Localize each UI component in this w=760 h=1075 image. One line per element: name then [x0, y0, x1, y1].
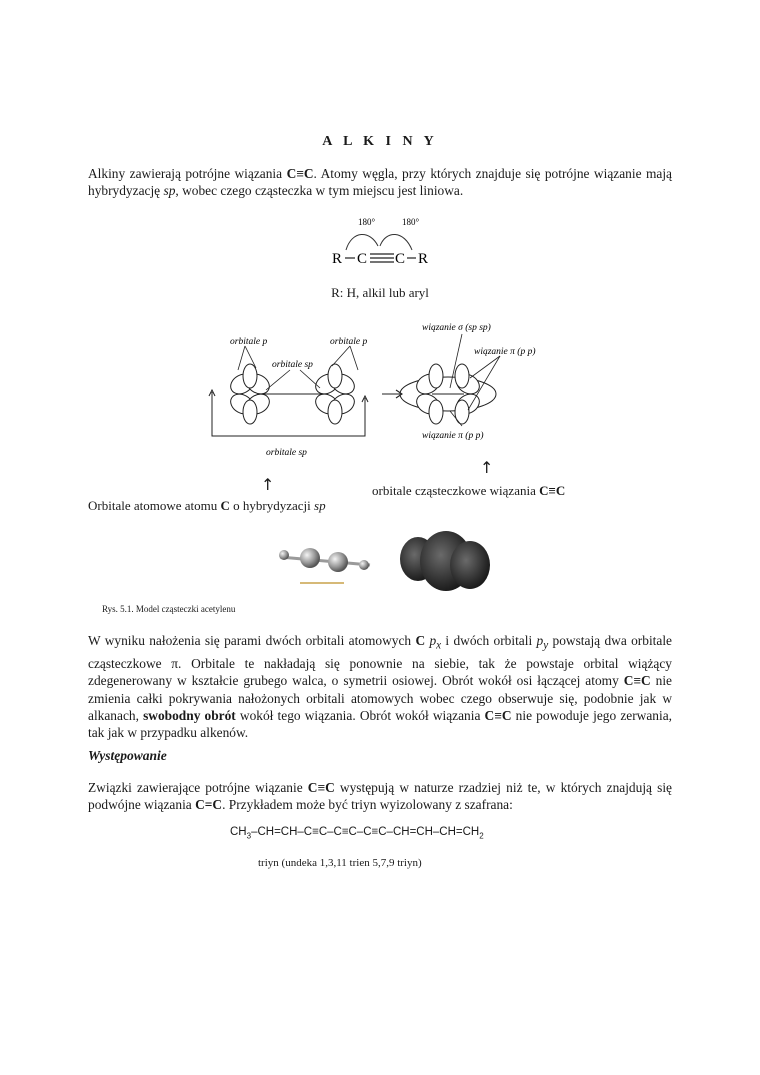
- formula-ch2-sub: 2: [479, 831, 484, 841]
- angle-label-1: 180°: [358, 217, 376, 227]
- space-filling-model: [400, 531, 490, 591]
- p3-double-bond: C=C: [195, 797, 223, 813]
- p2-text-a: W wyniku nałożenia się parami dwóch orbitali atomowych: [88, 633, 416, 648]
- atom-c1: C: [357, 251, 368, 267]
- p3-text-a: Związki zawierające potrójne wiązanie: [88, 780, 308, 795]
- p2-text-f: wokół tego wiązania. Obrót wokół wiązania: [235, 707, 485, 723]
- p3-text-c: . Przykładem może być triyn wyizolowany z szafrana:: [222, 797, 513, 813]
- intro-text-1: zawierają potrójne wiązania: [125, 166, 287, 181]
- bond-triple: C≡C: [286, 166, 314, 181]
- p2-px-sub: x: [436, 639, 442, 652]
- p2-text-e: nie zmienia całki pokrywania nałożonych orbitali atomowych wobec czego obserwuje się, podobnie jak w alkanach,: [88, 673, 672, 723]
- intro-paragraph: [88, 165, 672, 200]
- ball-and-stick-model: [279, 548, 370, 583]
- p2-bond: C≡C: [623, 673, 651, 689]
- ao-caption: [88, 498, 326, 514]
- label-pi-bond-bottom: wiązanie π (p p): [422, 431, 484, 441]
- structure-diagram: [320, 212, 450, 274]
- paragraph-occurrence: [88, 779, 672, 814]
- triyn-name: triyn (undeka 1,3,11 trien 5,7,9 triyn): [258, 857, 422, 869]
- term-alkiny: Alkiny: [88, 166, 126, 181]
- angle-arc-1: [346, 234, 378, 250]
- lobe: [328, 400, 342, 424]
- atom-c2: C: [395, 251, 406, 267]
- r-substituent-label: R: H, alkil lub aryl: [331, 285, 429, 300]
- lobe: [429, 400, 443, 424]
- label-orbitale-sp-bottom: orbitale sp: [266, 448, 307, 458]
- arrow-up-ao: ↑: [261, 475, 275, 494]
- p2-free-rotation: swobodny obrót: [143, 707, 236, 723]
- p2-py: p: [536, 633, 544, 648]
- lobe: [328, 364, 342, 388]
- angle-arc-2: [380, 234, 412, 250]
- mo-caption: [372, 483, 565, 499]
- p3-text-b: występują w naturze rzadziej niż te, w których znajdują się podwójne wiązania: [88, 780, 672, 813]
- p3-bond: C≡C: [307, 780, 335, 795]
- ao-caption-text-2: o hybrydyzacji: [229, 498, 315, 513]
- lobe: [243, 400, 257, 424]
- ao-caption-sp: sp: [314, 498, 326, 513]
- ao-caption-carbon: C: [220, 498, 230, 513]
- paragraph-pi-bonds: [88, 632, 672, 741]
- intro-text-3: , wobec czego cząsteczka w tym miejscu jest liniowa.: [175, 183, 464, 199]
- p2-px: p: [425, 633, 437, 648]
- hybrid-sp: sp: [163, 183, 176, 199]
- ao-caption-text-1: Orbitale atomowe atomu: [88, 498, 221, 513]
- figure-caption: Rys. 5.1. Model cząsteczki acetylenu: [102, 604, 236, 614]
- formula-ch3: CH: [230, 826, 247, 838]
- label-orbitale-p-right: orbitale p: [330, 337, 368, 347]
- mo-caption-bond: C≡C: [539, 483, 566, 498]
- label-sigma-bond: wiązanie σ (sp sp): [422, 323, 491, 333]
- formula-chain: –CH=CH–C≡C–C≡C–C≡C–CH=CH–CH=CH: [251, 826, 480, 838]
- page-title: A L K I N Y: [322, 134, 438, 149]
- lobe: [455, 364, 469, 388]
- arrow-up-mo: ↑: [480, 458, 494, 477]
- p2-text-b: i dwóch orbitali: [441, 633, 537, 648]
- acetylene-model-images: [270, 525, 500, 595]
- section-heading-wystepowanie: Występowanie: [88, 748, 167, 763]
- p2-carbon: C: [415, 633, 426, 648]
- mo-caption-text: orbitale cząsteczkowe wiązania: [372, 483, 540, 498]
- label-orbitale-sp-top: orbitale sp: [272, 360, 313, 370]
- triyn-formula: [230, 826, 484, 840]
- formula-ch3-sub: 3: [246, 831, 252, 841]
- orbital-diagram: [200, 312, 560, 472]
- p2-py-sub: y: [543, 639, 549, 652]
- label-orbitale-p-left: orbitale p: [230, 337, 268, 347]
- p2-text-d: powstają dwa orbitale cząsteczkowe π. Orbitale te nakładają się ponownie na siebie, tak że powstaje orbital wiążący zdegenerowany w kształcie grubego walca, o symetrii osiowej. Obrót wokół osi łączącej atomy: [88, 633, 672, 689]
- atom-r-right: R: [418, 251, 429, 267]
- p2-bond-2: C≡C: [484, 707, 512, 723]
- lobe: [243, 364, 257, 388]
- angle-label-2: 180°: [402, 217, 420, 227]
- p2-text-g: nie powoduje jego zerwania, tak jak w przypadku alkenów.: [88, 707, 672, 741]
- atom-r-left: R: [332, 251, 343, 267]
- label-pi-bond-top: wiązanie π (p p): [474, 347, 536, 357]
- intro-text-2: . Atomy węgla, przy których znajduje się potrójne wiązanie mają hybrydyzację: [88, 166, 672, 199]
- lobe: [429, 364, 443, 388]
